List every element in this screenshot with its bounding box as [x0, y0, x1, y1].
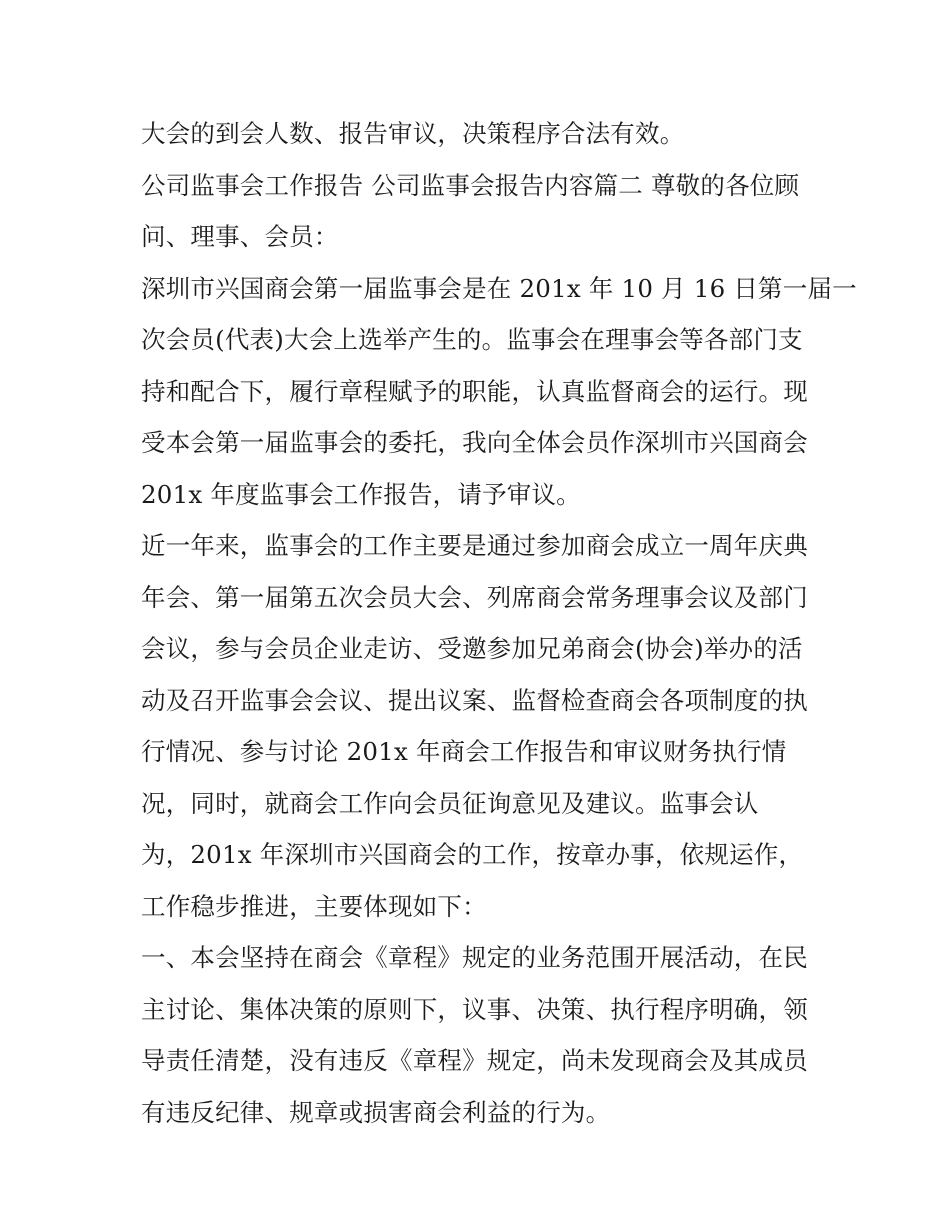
text-line: 201x 年度监事会工作报告，请予审议。: [141, 479, 581, 509]
text-line: 为，201x 年深圳市兴国商会的工作，按章办事，依规运作，: [141, 840, 804, 869]
text-line: 受本会第一届监事会的委托，我向全体会员作深圳市兴国商会: [141, 428, 808, 457]
text-line: 公司监事会工作报告 公司监事会报告内容篇二 尊敬的各位顾: [141, 170, 800, 200]
text-line: 年会、第一届第五次会员大会、列席商会常务理事会议及部门: [141, 582, 808, 612]
text-line: 大会的到会人数、报告审议，决策程序合法有效。: [141, 119, 685, 148]
text-line: 有违反纪律、规章或损害商会利益的行为。: [141, 1097, 611, 1127]
text-line: 主讨论、集体决策的原则下，议事、决策、执行程序明确，领: [141, 994, 808, 1024]
text-line: 会议，参与会员企业走访、受邀参加兄弟商会(协会)举办的活: [141, 634, 803, 663]
text-line: 问、理事、会员：: [141, 222, 339, 251]
text-line: 深圳市兴国商会第一届监事会是在 201x 年 10 月 16 日第一届一: [141, 273, 857, 303]
text-line: 导责任清楚，没有违反《章程》规定，尚未发现商会及其成员: [141, 1046, 808, 1075]
text-line: 持和配合下，履行章程赋予的职能，认真监督商会的运行。现: [141, 376, 808, 406]
text-line: 况，同时，就商会工作向会员征询意见及建议。监事会认: [141, 788, 759, 818]
text-line: 行情况、参与讨论 201x 年商会工作报告和审议财务执行情: [141, 737, 787, 766]
document-body: [141, 108, 857, 1138]
text-line: 近一年来，监事会的工作主要是通过参加商会成立一周年庆典: [141, 531, 808, 560]
text-line: 动及召开监事会会议、提出议案、监督检查商会各项制度的执: [141, 685, 808, 715]
text-line: 一、本会坚持在商会《章程》规定的业务范围开展活动，在民: [141, 943, 808, 972]
text-line: 工作稳步推进，主要体现如下：: [141, 891, 487, 921]
text-line: 次会员(代表)大会上选举产生的。监事会在理事会等各部门支: [141, 325, 803, 354]
